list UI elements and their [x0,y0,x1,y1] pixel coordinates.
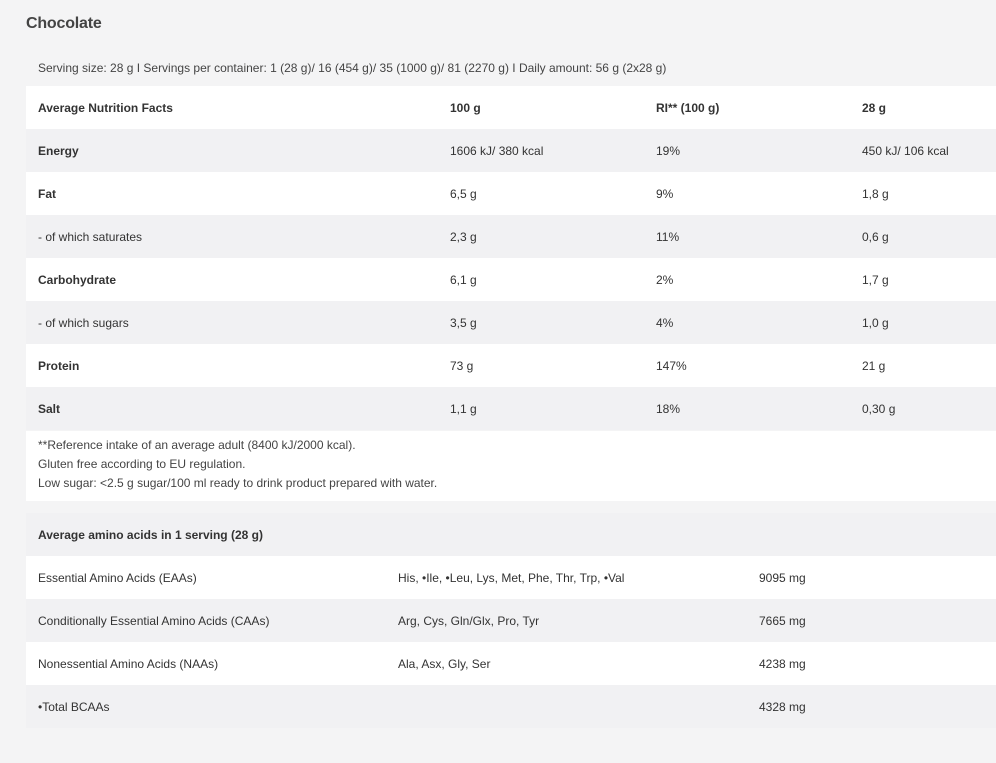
value-100g: 2,3 g [450,229,477,244]
value-28g: 450 kJ/ 106 kcal [862,143,949,158]
nutrient-name: - of which saturates [38,229,143,244]
nutrient-name: - of which sugars [38,315,129,330]
amino-group-name: Conditionally Essential Amino Acids (CAAs) [38,613,270,628]
value-100g: 6,5 g [450,186,477,201]
value-ri: 11% [656,229,680,244]
nutrient-name: Fat [38,186,56,201]
value-28g: 21 g [862,358,886,373]
nutrient-name: Energy [38,143,79,158]
value-28g: 0,6 g [862,229,889,244]
serving-info: Serving size: 28 g I Servings per container: 1 (28 g)/ 16 (454 g)/ 35 (1000 g)/ 81 (2270 g) I Daily amount: 56 g (2x28 g) [38,61,667,75]
value-28g: 0,30 g [862,401,896,416]
table-row [26,556,996,599]
nutrient-name: Salt [38,401,61,416]
amino-group-name: •Total BCAAs [38,699,110,714]
footnote-ri: **Reference intake of an average adult (8400 kJ/2000 kcal). [38,438,356,452]
footnote-sugar: Low sugar: <2.5 g sugar/100 ml ready to drink product prepared with water. [38,476,438,490]
flavor-title: Chocolate [26,15,102,32]
value-ri: 19% [656,143,681,158]
amino-acid-list: His, •Ile, •Leu, Lys, Met, Phe, Thr, Trp, •Val [398,570,625,585]
table-row [26,642,996,685]
nutrient-name: Carbohydrate [38,272,117,287]
value-ri: 147% [656,358,687,373]
value-28g: 1,0 g [862,315,889,330]
footnotes [26,431,996,501]
table-row [26,215,996,258]
nutrition-table [26,86,996,430]
nutrient-name: Protein [38,358,80,373]
header-28g: 28 g [862,100,887,115]
value-100g: 6,1 g [450,272,477,287]
value-100g: 73 g [450,358,474,373]
table-row [26,301,996,344]
amino-amount: 4238 mg [759,656,806,671]
table-row [26,387,996,430]
table-row [26,344,996,387]
value-100g: 3,5 g [450,315,477,330]
header-ri: RI** (100 g) [656,100,720,115]
amino-acids-table [26,513,996,728]
table-row [26,172,996,215]
nutrition-header-row [26,86,996,129]
value-ri: 2% [656,272,674,287]
amino-group-name: Nonessential Amino Acids (NAAs) [38,656,219,671]
amino-group-name: Essential Amino Acids (EAAs) [38,570,197,585]
value-ri: 18% [656,401,681,416]
value-100g: 1,1 g [450,401,477,416]
header-nutrition-facts: Average Nutrition Facts [38,100,173,115]
value-100g: 1606 kJ/ 380 kcal [450,143,544,158]
amino-acid-list [386,685,747,728]
amino-amount: 4328 mg [759,699,806,714]
value-ri: 4% [656,315,674,330]
value-28g: 1,8 g [862,186,889,201]
header-100g: 100 g [450,100,481,115]
value-28g: 1,7 g [862,272,889,287]
amino-header-row [26,513,996,556]
table-row [26,258,996,301]
footnote-gluten: Gluten free according to EU regulation. [38,457,246,471]
value-ri: 9% [656,186,674,201]
amino-title: Average amino acids in 1 serving (28 g) [38,527,263,542]
table-row [26,685,996,728]
amino-acid-list: Arg, Cys, Gln/Glx, Pro, Tyr [398,613,540,628]
table-row [26,129,996,172]
table-row [26,599,996,642]
amino-acid-list: Ala, Asx, Gly, Ser [398,656,491,671]
amino-amount: 9095 mg [759,570,806,585]
amino-amount: 7665 mg [759,613,806,628]
